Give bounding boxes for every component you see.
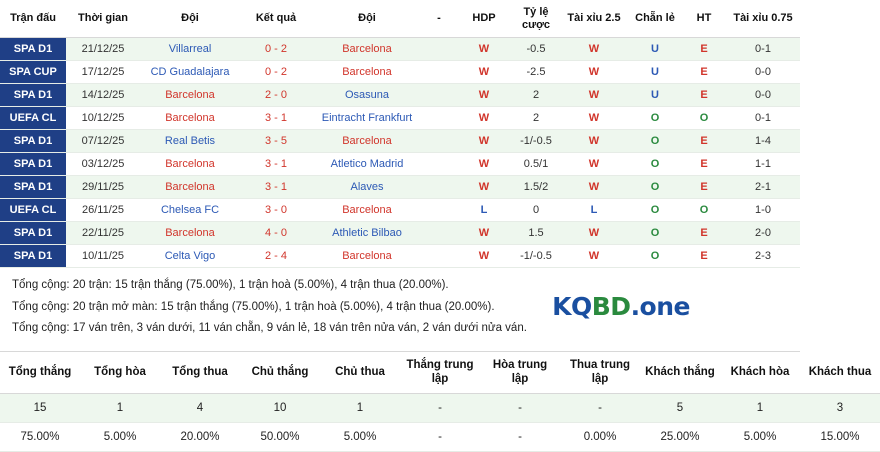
- logo-part-kq: KQ: [552, 292, 592, 322]
- handicap-value: -2.5: [512, 61, 560, 84]
- stats-value-cell: 1: [80, 394, 160, 423]
- header-over-under-075: Tài xỉu 0.75: [726, 0, 800, 38]
- odds-result: W: [560, 176, 628, 199]
- stats-percent-cell: 5.00%: [320, 423, 400, 452]
- away-team-link[interactable]: Barcelona: [342, 43, 392, 56]
- over-under-25-result: O: [628, 176, 682, 199]
- odd-even-result: E: [682, 61, 726, 84]
- home-team: [140, 130, 240, 153]
- home-team: [140, 61, 240, 84]
- away-team-link[interactable]: Barcelona: [342, 66, 392, 79]
- summary-line-1: Tổng cộng: 20 trận: 15 trận thắng (75.00%), 1 trận hoà (5.00%), 4 trận thua (20.00%).: [12, 279, 449, 292]
- handicap-value: 2: [512, 107, 560, 130]
- home-team-link[interactable]: CD Guadalajara: [150, 66, 230, 79]
- home-team: [140, 222, 240, 245]
- home-team-link[interactable]: Barcelona: [165, 181, 215, 194]
- odd-even-result: E: [682, 38, 726, 61]
- league-badge: SPA CUP: [0, 61, 66, 84]
- stats-header-cell: Tổng thua: [160, 352, 240, 394]
- header-time: Thời gian: [66, 0, 140, 38]
- result-dash: [422, 153, 456, 176]
- result-dash: [422, 176, 456, 199]
- home-team: [140, 176, 240, 199]
- match-score: 0 - 2: [240, 61, 312, 84]
- result-indicator: W: [456, 153, 512, 176]
- home-team: [140, 199, 240, 222]
- home-team: [140, 107, 240, 130]
- stats-percent-cell: 25.00%: [640, 423, 720, 452]
- stats-value-cell: -: [400, 394, 480, 423]
- home-team-link[interactable]: Celta Vigo: [164, 250, 216, 263]
- over-under-25-result: U: [628, 38, 682, 61]
- header-odds: Tỷ lệ cược: [512, 0, 560, 38]
- away-team-link[interactable]: Eintracht Frankfurt: [321, 112, 413, 125]
- stats-percent-cell: 50.00%: [240, 423, 320, 452]
- away-team: [312, 153, 422, 176]
- over-under-25-result: U: [628, 61, 682, 84]
- header-over-under-25: Tài xỉu 2.5: [560, 0, 628, 38]
- handicap-value: -0.5: [512, 38, 560, 61]
- stats-header-cell: Thua trung lập: [560, 352, 640, 394]
- home-team: [140, 245, 240, 268]
- league-badge: SPA D1: [0, 84, 66, 107]
- halftime-score: 0-0: [726, 84, 800, 107]
- stats-table: [0, 352, 880, 452]
- away-team: [312, 38, 422, 61]
- logo-part-one: .one: [630, 292, 690, 322]
- away-team: [312, 245, 422, 268]
- odd-even-result: E: [682, 222, 726, 245]
- away-team-link[interactable]: Osasuna: [344, 89, 390, 102]
- handicap-value: 0: [512, 199, 560, 222]
- result-indicator: W: [456, 245, 512, 268]
- result-indicator: W: [456, 61, 512, 84]
- stats-percent-cell: 20.00%: [160, 423, 240, 452]
- stats-value-cell: 3: [800, 394, 880, 423]
- logo-part-bd: BD: [591, 292, 631, 322]
- stats-value-cell: 1: [720, 394, 800, 423]
- handicap-value: 1.5/2: [512, 176, 560, 199]
- league-badge: SPA D1: [0, 176, 66, 199]
- home-team: [140, 38, 240, 61]
- header-hdp: HDP: [456, 0, 512, 38]
- home-team-link[interactable]: Barcelona: [165, 112, 215, 125]
- halftime-score: 2-1: [726, 176, 800, 199]
- away-team-link[interactable]: Alaves: [350, 181, 384, 194]
- table-row[interactable]: [0, 245, 800, 268]
- match-score: 3 - 1: [240, 153, 312, 176]
- away-team: [312, 84, 422, 107]
- away-team: [312, 130, 422, 153]
- summary-line-2: Tổng cộng: 20 trận mở màn: 15 trận thắng (75.00%), 1 trận hoà (5.00%), 4 trận thua (20.00%).: [12, 300, 495, 313]
- halftime-score: 1-4: [726, 130, 800, 153]
- stats-value-cell: 5: [640, 394, 720, 423]
- match-date: 26/11/25: [66, 199, 140, 222]
- stats-header-cell: Chủ thắng: [240, 352, 320, 394]
- stats-value-cell: 4: [160, 394, 240, 423]
- result-dash: [422, 107, 456, 130]
- home-team-link[interactable]: Real Betis: [164, 135, 216, 148]
- odds-result: W: [560, 61, 628, 84]
- odds-result: W: [560, 38, 628, 61]
- header-odd-even: Chẵn lẻ: [628, 0, 682, 38]
- stats-value-cell: 1: [320, 394, 400, 423]
- league-badge: SPA D1: [0, 245, 66, 268]
- result-indicator: W: [456, 84, 512, 107]
- header-result: Kết quả: [240, 0, 312, 38]
- handicap-value: 0.5/1: [512, 153, 560, 176]
- stats-percent-cell: 75.00%: [0, 423, 80, 452]
- league-badge: SPA D1: [0, 153, 66, 176]
- table-row[interactable]: [0, 130, 800, 153]
- match-score: 0 - 2: [240, 38, 312, 61]
- away-team-link[interactable]: Atletico Madrid: [330, 158, 404, 171]
- halftime-score: 0-1: [726, 107, 800, 130]
- away-team: [312, 107, 422, 130]
- stats-percent-cell: 5.00%: [720, 423, 800, 452]
- result-dash: [422, 38, 456, 61]
- stats-header-cell: Hòa trung lập: [480, 352, 560, 394]
- table-row[interactable]: [0, 38, 800, 61]
- handicap-value: 2: [512, 84, 560, 107]
- match-date: 10/12/25: [66, 107, 140, 130]
- odds-result: W: [560, 130, 628, 153]
- stats-header-row: [0, 352, 880, 394]
- stats-value-cell: 15: [0, 394, 80, 423]
- handicap-value: -1/-0.5: [512, 130, 560, 153]
- odd-even-result: E: [682, 245, 726, 268]
- result-indicator: L: [456, 199, 512, 222]
- away-team-link[interactable]: Athletic Bilbao: [332, 227, 402, 240]
- summary-section: [0, 268, 800, 352]
- stats-header-cell: Khách thua: [800, 352, 880, 394]
- odds-result: W: [560, 107, 628, 130]
- table-row[interactable]: [0, 107, 800, 130]
- match-date: 29/11/25: [66, 176, 140, 199]
- over-under-25-result: O: [628, 199, 682, 222]
- stats-value-cell: -: [480, 394, 560, 423]
- league-badge: UEFA CL: [0, 107, 66, 130]
- table-row[interactable]: [0, 176, 800, 199]
- match-date: 14/12/25: [66, 84, 140, 107]
- result-dash: [422, 199, 456, 222]
- result-indicator: W: [456, 107, 512, 130]
- home-team: [140, 84, 240, 107]
- match-date: 21/12/25: [66, 38, 140, 61]
- matches-header-row: [0, 0, 800, 38]
- over-under-25-result: O: [628, 130, 682, 153]
- odd-even-result: E: [682, 176, 726, 199]
- result-indicator: W: [456, 222, 512, 245]
- halftime-score: 0-0: [726, 61, 800, 84]
- match-score: 3 - 5: [240, 130, 312, 153]
- odds-result: W: [560, 153, 628, 176]
- match-score: 3 - 0: [240, 199, 312, 222]
- stats-value-cell: -: [560, 394, 640, 423]
- match-score: 2 - 0: [240, 84, 312, 107]
- over-under-25-result: O: [628, 222, 682, 245]
- stats-header-cell: Chủ thua: [320, 352, 400, 394]
- away-team: [312, 199, 422, 222]
- site-logo: [552, 292, 690, 321]
- table-row[interactable]: [0, 199, 800, 222]
- table-row[interactable]: [0, 222, 800, 245]
- stats-values-row: [0, 394, 880, 423]
- stats-percent-cell: 0.00%: [560, 423, 640, 452]
- over-under-25-result: O: [628, 245, 682, 268]
- away-team: [312, 61, 422, 84]
- away-team-link[interactable]: Barcelona: [342, 135, 392, 148]
- stats-header-cell: Thắng trung lập: [400, 352, 480, 394]
- match-date: 03/12/25: [66, 153, 140, 176]
- table-row[interactable]: [0, 153, 800, 176]
- stats-header-cell: Tổng thắng: [0, 352, 80, 394]
- league-badge: SPA D1: [0, 130, 66, 153]
- header-league: Trận đấu: [0, 0, 66, 38]
- table-row[interactable]: [0, 61, 800, 84]
- stats-percent-cell: 5.00%: [80, 423, 160, 452]
- odds-result: W: [560, 245, 628, 268]
- away-team-link[interactable]: Barcelona: [342, 250, 392, 263]
- home-team-link[interactable]: Barcelona: [165, 227, 215, 240]
- header-away-team: Đội: [312, 0, 422, 38]
- halftime-score: 2-0: [726, 222, 800, 245]
- result-dash: [422, 130, 456, 153]
- home-team-link[interactable]: Barcelona: [165, 89, 215, 102]
- stats-percent-cell: -: [400, 423, 480, 452]
- summary-line-3: Tổng cộng: 17 ván trên, 3 ván dưới, 11 ván chẵn, 9 ván lẻ, 18 ván trên nửa ván, 2 ván dưới nửa ván.: [12, 322, 527, 335]
- handicap-value: 1.5: [512, 222, 560, 245]
- result-dash: [422, 61, 456, 84]
- match-date: 07/12/25: [66, 130, 140, 153]
- away-team: [312, 222, 422, 245]
- stats-header-cell: Khách hòa: [720, 352, 800, 394]
- result-dash: [422, 84, 456, 107]
- match-date: 22/11/25: [66, 222, 140, 245]
- match-score: 3 - 1: [240, 176, 312, 199]
- odd-even-result: E: [682, 153, 726, 176]
- table-row[interactable]: [0, 84, 800, 107]
- result-dash: [422, 222, 456, 245]
- header-halftime: HT: [682, 0, 726, 38]
- away-team-link[interactable]: Barcelona: [342, 204, 392, 217]
- header-home-team: Đội: [140, 0, 240, 38]
- home-team: [140, 153, 240, 176]
- home-team-link[interactable]: Barcelona: [165, 158, 215, 171]
- odd-even-result: O: [682, 107, 726, 130]
- halftime-score: 0-1: [726, 38, 800, 61]
- odd-even-result: O: [682, 199, 726, 222]
- home-team-link[interactable]: Villarreal: [168, 43, 212, 56]
- home-team-link[interactable]: Chelsea FC: [160, 204, 220, 217]
- stats-percent-cell: -: [480, 423, 560, 452]
- stats-header-cell: Khách thắng: [640, 352, 720, 394]
- away-team: [312, 176, 422, 199]
- header-dash: -: [422, 0, 456, 38]
- over-under-25-result: O: [628, 107, 682, 130]
- over-under-25-result: U: [628, 84, 682, 107]
- match-score: 4 - 0: [240, 222, 312, 245]
- halftime-score: 1-1: [726, 153, 800, 176]
- result-indicator: W: [456, 38, 512, 61]
- match-date: 17/12/25: [66, 61, 140, 84]
- league-badge: SPA D1: [0, 222, 66, 245]
- stats-header-cell: Tổng hòa: [80, 352, 160, 394]
- match-date: 10/11/25: [66, 245, 140, 268]
- match-score: 3 - 1: [240, 107, 312, 130]
- odd-even-result: E: [682, 130, 726, 153]
- odd-even-result: E: [682, 84, 726, 107]
- over-under-25-result: O: [628, 153, 682, 176]
- handicap-value: -1/-0.5: [512, 245, 560, 268]
- odds-result: W: [560, 222, 628, 245]
- odds-result: W: [560, 84, 628, 107]
- stats-percent-cell: 15.00%: [800, 423, 880, 452]
- league-badge: UEFA CL: [0, 199, 66, 222]
- result-indicator: W: [456, 176, 512, 199]
- halftime-score: 2-3: [726, 245, 800, 268]
- stats-percent-row: [0, 423, 880, 452]
- result-dash: [422, 245, 456, 268]
- result-indicator: W: [456, 130, 512, 153]
- match-score: 2 - 4: [240, 245, 312, 268]
- halftime-score: 1-0: [726, 199, 800, 222]
- odds-result: L: [560, 199, 628, 222]
- stats-value-cell: 10: [240, 394, 320, 423]
- league-badge: SPA D1: [0, 38, 66, 61]
